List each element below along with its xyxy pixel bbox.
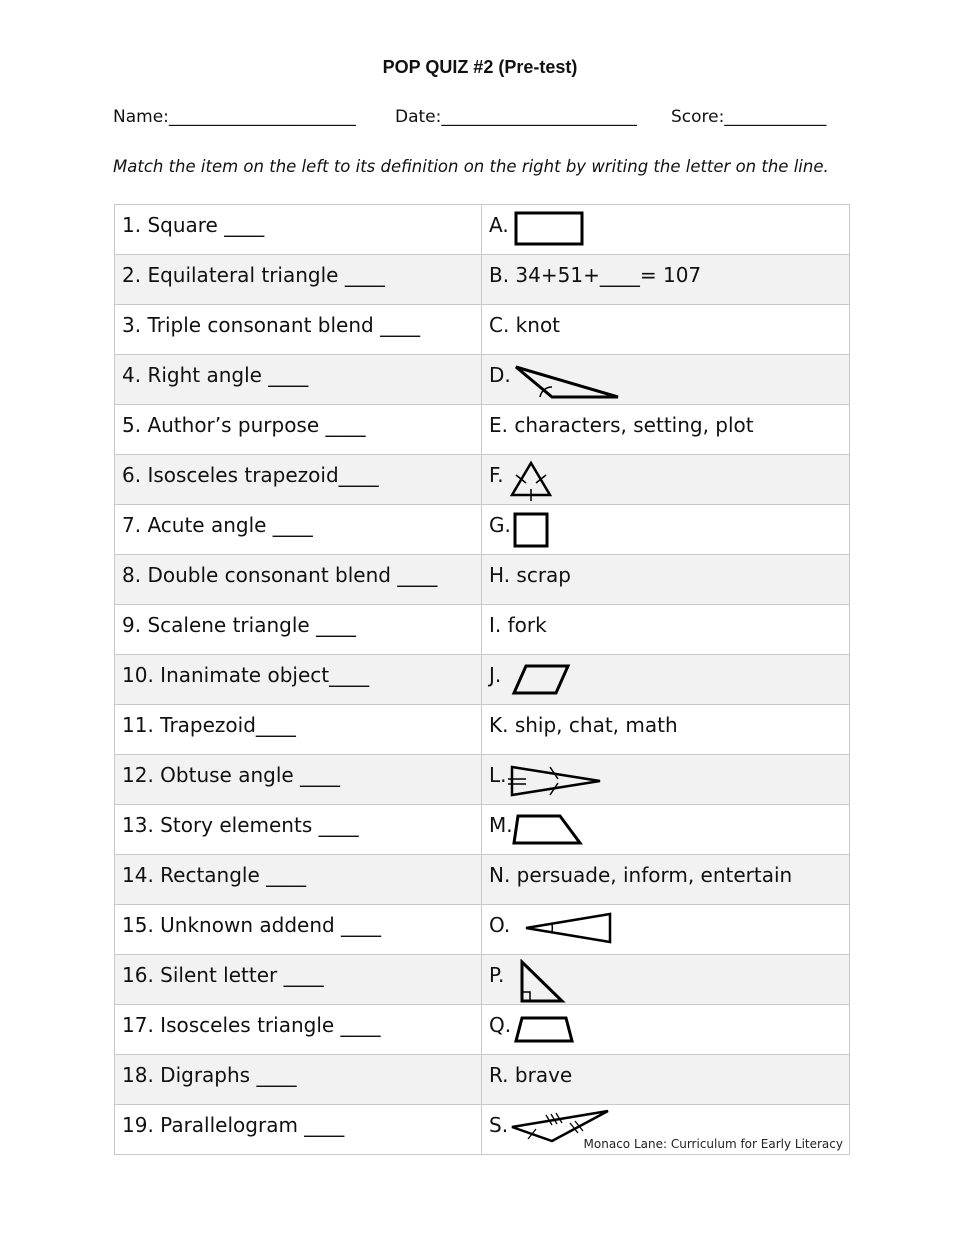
left-item: 14. Rectangle ____	[115, 855, 482, 905]
isosceles-trapezoid-icon	[512, 1015, 576, 1045]
right-item-label: E. characters, setting, plot	[489, 413, 754, 437]
right-item-label: G.	[489, 513, 511, 537]
table-row	[115, 705, 850, 755]
table-row	[115, 805, 850, 855]
right-item	[482, 805, 850, 855]
right-item-label: L.	[489, 763, 507, 787]
left-item: 2. Equilateral triangle ____	[115, 255, 482, 305]
right-item	[482, 755, 850, 805]
right-item	[482, 505, 850, 555]
right-item	[482, 855, 850, 905]
right-item-label: A.	[489, 213, 509, 237]
right-item	[482, 405, 850, 455]
right-item-label: K. ship, chat, math	[489, 713, 678, 737]
isosceles-triangle-icon	[504, 761, 604, 797]
left-item: 13. Story elements ____	[115, 805, 482, 855]
table-row	[115, 605, 850, 655]
right-item-label: F.	[489, 463, 504, 487]
right-item-label: R. brave	[489, 1063, 573, 1087]
table-row	[115, 255, 850, 305]
table-row	[115, 355, 850, 405]
date-field: Date:_______________________	[395, 107, 637, 127]
table-row	[115, 905, 850, 955]
right-item-label: N. persuade, inform, entertain	[489, 863, 793, 887]
trapezoid-icon	[512, 813, 584, 847]
right-item	[482, 255, 850, 305]
table-row	[115, 455, 850, 505]
instructions: Match the item on the left to its definition on the right by writing the letter on the line.	[113, 157, 829, 176]
right-item-label: I. fork	[489, 613, 547, 637]
left-item: 15. Unknown addend ____	[115, 905, 482, 955]
right-item	[482, 905, 850, 955]
right-item	[482, 555, 850, 605]
left-item: 9. Scalene triangle ____	[115, 605, 482, 655]
left-item: 7. Acute angle ____	[115, 505, 482, 555]
name-field: Name:______________________	[113, 107, 356, 127]
right-item	[482, 605, 850, 655]
rectangle-icon	[514, 210, 586, 248]
parallelogram-icon	[510, 663, 572, 697]
quiz-title: POP QUIZ #2 (Pre-test)	[382, 57, 578, 77]
right-item-label: M.	[489, 813, 513, 837]
left-item: 10. Inanimate object____	[115, 655, 482, 705]
acute-angle-triangle-icon	[522, 911, 616, 945]
left-item: 11. Trapezoid____	[115, 705, 482, 755]
right-item-label: D.	[489, 363, 511, 387]
left-item: 1. Square ____	[115, 205, 482, 255]
left-item: 12. Obtuse angle ____	[115, 755, 482, 805]
equilateral-triangle-icon	[508, 459, 554, 501]
right-item-label: O.	[489, 913, 511, 937]
table-row	[115, 755, 850, 805]
left-item: 17. Isosceles triangle ____	[115, 1005, 482, 1055]
right-item-label: J.	[489, 663, 502, 687]
right-item	[482, 455, 850, 505]
table-row	[115, 305, 850, 355]
table-row	[115, 655, 850, 705]
table-row	[115, 1055, 850, 1105]
table-row	[115, 1005, 850, 1055]
right-item-label: Q.	[489, 1013, 512, 1037]
table-row	[115, 555, 850, 605]
square-icon	[512, 511, 552, 549]
right-item	[482, 655, 850, 705]
footer-credit: Monaco Lane: Curriculum for Early Literacy	[583, 1137, 843, 1151]
right-item-label: C. knot	[489, 313, 561, 337]
right-item-label: B. 34+51+____= 107	[489, 263, 702, 287]
left-item: 6. Isosceles trapezoid____	[115, 455, 482, 505]
table-row	[115, 405, 850, 455]
right-item	[482, 1055, 850, 1105]
right-item-label: H. scrap	[489, 563, 571, 587]
left-item: 8. Double consonant blend ____	[115, 555, 482, 605]
right-item	[482, 305, 850, 355]
table-row	[115, 855, 850, 905]
obtuse-triangle-icon	[510, 361, 622, 401]
left-item: 4. Right angle ____	[115, 355, 482, 405]
right-item	[482, 205, 850, 255]
left-item: 5. Author’s purpose ____	[115, 405, 482, 455]
right-item-label: P.	[489, 963, 505, 987]
matching-table	[114, 204, 850, 1155]
table-row	[115, 205, 850, 255]
right-item	[482, 705, 850, 755]
left-item: 3. Triple consonant blend ____	[115, 305, 482, 355]
left-item: 16. Silent letter ____	[115, 955, 482, 1005]
table-row	[115, 1105, 850, 1155]
left-item: 18. Digraphs ____	[115, 1055, 482, 1105]
right-item	[482, 355, 850, 405]
table-row	[115, 505, 850, 555]
right-triangle-icon	[518, 959, 566, 1003]
right-item	[482, 1005, 850, 1055]
right-item-label: S.	[489, 1113, 509, 1137]
right-item	[482, 1105, 850, 1155]
table-row	[115, 955, 850, 1005]
score-field: Score:____________	[671, 107, 827, 127]
left-item: 19. Parallelogram ____	[115, 1105, 482, 1155]
right-item	[482, 955, 850, 1005]
